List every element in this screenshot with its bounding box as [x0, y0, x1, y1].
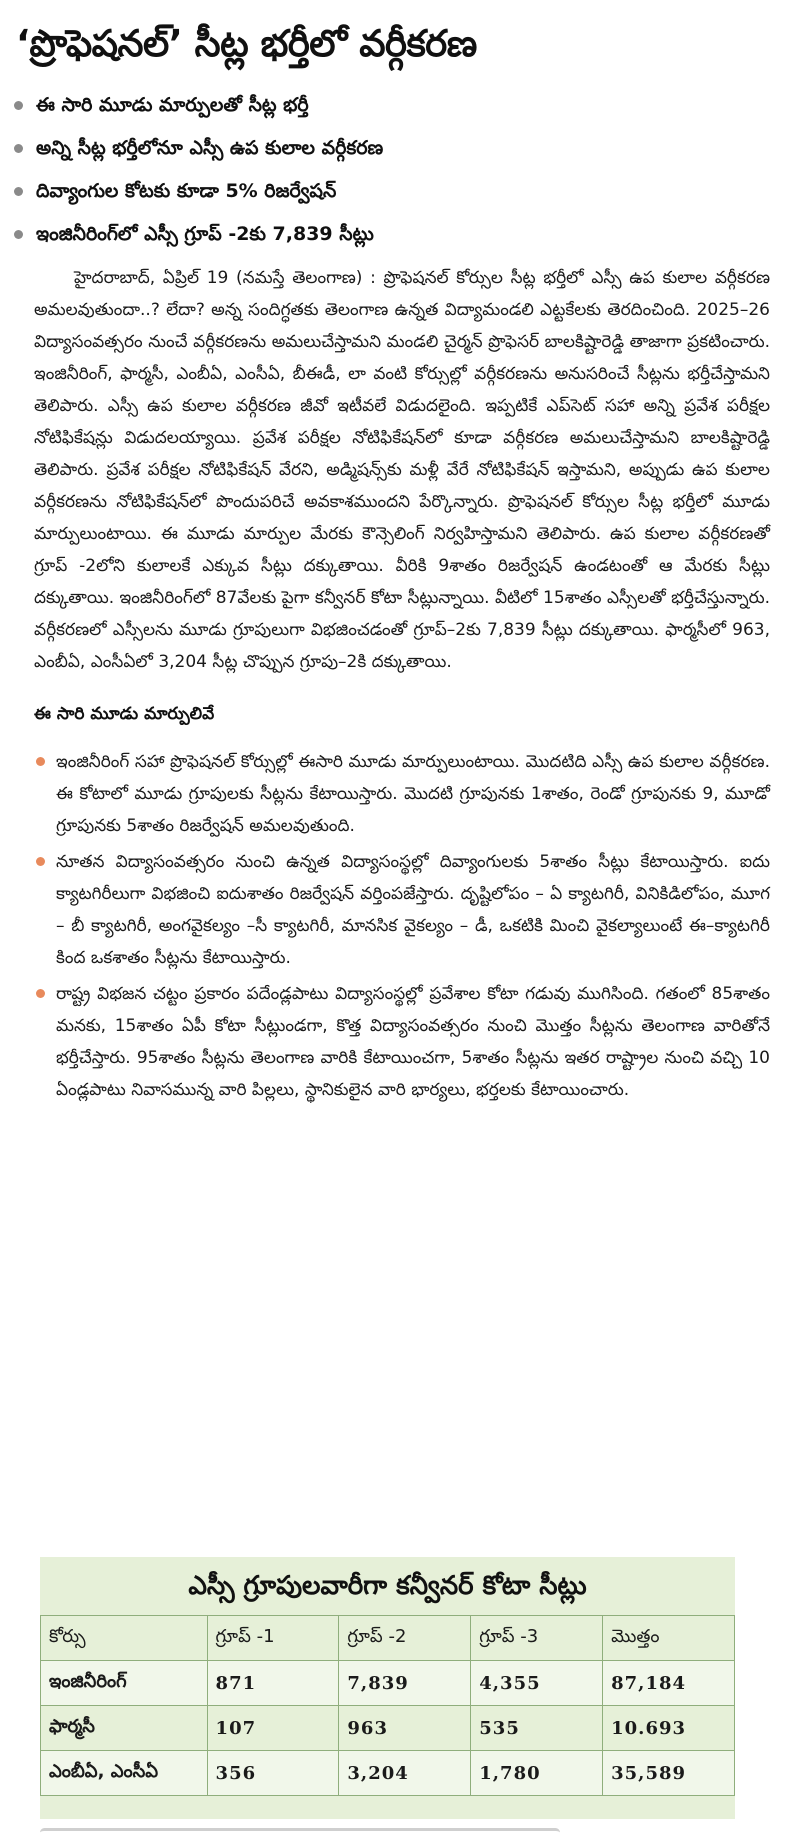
- header-group-3: గ్రూప్ -3: [471, 1616, 603, 1661]
- highlight-item: [36, 170, 784, 213]
- highlight-text: ఈ సారి మూడు మార్పులతో సీట్ల భర్తీ: [36, 94, 309, 116]
- change-text: నూతన విద్యాసంవత్సరం నుంచి ఉన్నత విద్యాసంస్థల్లో దివ్యాంగులకు 5శాతం సీట్లు కేటాయిస్తారు. ఐదు క్యాటగిరీలుగా విభజించి ఐదుశాతం రిజర్వేషన్ వర్తింపజేస్తారు. దృష్టిలోపం – ఏ క్యాటగిరీ, వినికిడిలోపం, మూగ – బీ క్యాటగిరీ, అంగవైకల్యం –సీ క్యాటగిరీ, మానసిక వైకల్యం – డీ, ఒకటికి మించి వైకల్యాలుంటే ఈ–క్యాటగిరీ కింద ఒకశాతం సీట్లను కేటాయిస్తారు.: [56, 852, 770, 968]
- cut-off-stroke: [40, 1828, 560, 1837]
- section-subhead: ఈ సారి మూడు మార్పులివే: [34, 704, 215, 724]
- cell-group-2: 963: [339, 1706, 471, 1751]
- highlights-list: [0, 84, 800, 256]
- change-item: [56, 746, 770, 842]
- bullet-icon: [36, 857, 45, 866]
- cell-course: ఫార్మసీ: [41, 1706, 208, 1751]
- table-row: [41, 1706, 735, 1751]
- table-header-row: [41, 1616, 735, 1661]
- header-group-2: గ్రూప్ -2: [339, 1616, 471, 1661]
- article-headline: ‘ప్రొఫెషనల్’ సీట్ల భర్తీలో వర్గీకరణ: [16, 22, 477, 65]
- cell-group-3: 1,780: [471, 1751, 603, 1796]
- article-body: హైదరాబాద్, ఏప్రిల్ 19 (నమస్తే తెలంగాణ) : ప్రొఫెషనల్ కోర్సుల సీట్ల భర్తీలో ఎస్సీ ఉప కులాల వర్గీకరణ అమలవుతుందా..? లేదా? అన్న సందిగ్ధతకు తెలంగాణ ఉన్నత విద్యామండలి ఎట్టకేలకు తెరదించింది. 2025–26 విద్యాసంవత్సరం నుంచే వర్గీకరణను అమలుచేస్తామని మండలి చైర్మన్ ప్రొఫెసర్ బాలకిష్టారెడ్డి తాజాగా ప్రకటించారు. ఇంజినీరింగ్, ఫార్మసీ, ఎంబీఏ, ఎంసీఏ, బీఈడీ, లా వంటి కోర్సుల్లో వర్గీకరణను అనుసరించే సీట్లను భర్తీచేస్తామని తెలిపారు. ఎస్సీ ఉప కులాల వర్గీకరణ జీవో ఇటీవలే విడుదలైంది. ఇప్పటికే ఎప్‌సెట్ సహా అన్ని ప్రవేశ పరీక్షల నోటిఫికేషన్లు విడుదలయ్యాయి. ప్రవేశ పరీక్షల నోటిఫికేషన్‌లో కూడా వర్గీకరణ అమలుచేస్తామని బాలకిష్టారెడ్డి తెలిపారు. ప్రవేశ పరీక్షల నోటిఫికేషన్ వేరని, అడ్మిషన్స్‌కు మళ్లీ వేరే నోటిఫికేషన్ ఇస్తామని, అప్పుడు ఉప కులాల వర్గీకరణను నోటిఫికేషన్‌లో పొందుపరిచే అవకాశముందని పేర్కొన్నారు. ప్రొఫెషనల్ కోర్సుల సీట్ల భర్తీలో మూడు మార్పులుంటాయి. ఈ మూడు మార్పుల మేరకు కౌన్సెలింగ్ నిర్వహిస్తామని తెలిపారు. ఉప కులాల వర్గీకరణతో గ్రూప్ -2లోని కులాలకే ఎక్కువ సీట్లు దక్కుతాయి. వీరికి 9శాతం రిజర్వేషన్ ఉండటంతో ఆ మేరకు సీట్లు దక్కుతాయి. ఇంజినీరింగ్‌లో 87వేలకు పైగా కన్వీనర్ కోటా సీట్లున్నాయి. వీటిలో 15శాతం ఎస్సీలతో భర్తీచేస్తున్నారు. వర్గీకరణలో ఎస్సీలను మూడు గ్రూపులుగా విభజించడంతో గ్రూప్–2కు 7,839 సీట్లు దక్కుతాయి. ఫార్మసీలో 963, ఎంబీఏ, ఎంసీఏలో 3,204 సీట్ల చొప్పున గ్రూపు–2కి దక్కుతాయి.: [34, 268, 770, 672]
- header-course: కోర్సు: [41, 1616, 208, 1661]
- change-text: రాష్ట్ర విభజన చట్టం ప్రకారం పదేండ్లపాటు విద్యాసంస్థల్లో ప్రవేశాల కోటా గడువు ముగిసింది. గతంలో 85శాతం మనకు, 15శాతం ఏపీ కోటా సీట్లుండగా, కొత్త విద్యాసంవత్సరం నుంచి మొత్తం సీట్లను తెలంగాణ వారితోనే భర్తీచేస్తారు. 95శాతం సీట్లను తెలంగాణ వారికి కేటాయించగా, 5శాతం సీట్లను ఇతర రాష్ట్రాల నుంచి వచ్చి 10 ఏండ్లపాటు నివాసమున్న వారి పిల్లలు, స్థానికులైన వారి భార్యలు, భర్తలకు కేటాయించారు.: [56, 984, 770, 1100]
- cell-group-2: 3,204: [339, 1751, 471, 1796]
- cell-total: 87,184: [603, 1661, 735, 1706]
- bullet-icon: [14, 187, 23, 196]
- bullet-icon: [14, 144, 23, 153]
- highlight-item: [36, 213, 784, 256]
- cell-group-3: 535: [471, 1706, 603, 1751]
- cell-course: ఇంజినీరింగ్: [41, 1661, 208, 1706]
- highlight-text: దివ్యాంగుల కోటకు కూడా 5% రిజర్వేషన్: [36, 180, 337, 202]
- seats-table-box: [40, 1557, 735, 1819]
- table-title: ఎస్సీ గ్రూపులవారీగా కన్వీనర్ కోటా సీట్లు: [188, 1571, 587, 1601]
- header-group-1: గ్రూప్ -1: [207, 1616, 339, 1661]
- header-total: మొత్తం: [603, 1616, 735, 1661]
- highlight-text: అన్ని సీట్ల భర్తీలోనూ ఎస్సీ ఉప కులాల వర్గీకరణ: [36, 137, 384, 159]
- cell-course: ఎంబీఏ, ఎంసీఏ: [41, 1751, 208, 1796]
- change-item: [56, 978, 770, 1106]
- bullet-icon: [14, 101, 23, 110]
- seats-table: [40, 1615, 735, 1796]
- cell-group-1: 871: [207, 1661, 339, 1706]
- bullet-icon: [36, 989, 45, 998]
- cut-off-text-fragment: [40, 1826, 560, 1837]
- highlight-item: [36, 84, 784, 127]
- cell-group-1: 107: [207, 1706, 339, 1751]
- change-text: ఇంజినీరింగ్ సహా ప్రొఫెషనల్ కోర్సుల్లో ఈసారి మూడు మార్పులుంటాయి. మొదటిది ఎస్సీ ఉప కులాల వర్గీకరణ. ఈ కోటాలో మూడు గ్రూపులకు సీట్లను కేటాయిస్తారు. మొదటి గ్రూపునకు 1శాతం, రెండో గ్రూపునకు 9, మూడో గ్రూపునకు 5శాతం రిజర్వేషన్ అమలవుతుంది.: [56, 752, 770, 836]
- bullet-icon: [14, 230, 23, 239]
- table-row: [41, 1751, 735, 1796]
- cell-group-1: 356: [207, 1751, 339, 1796]
- cell-total: 35,589: [603, 1751, 735, 1796]
- change-item: [56, 846, 770, 974]
- changes-list: [0, 746, 800, 1106]
- cell-group-3: 4,355: [471, 1661, 603, 1706]
- highlight-item: [36, 127, 784, 170]
- cell-group-2: 7,839: [339, 1661, 471, 1706]
- table-row: [41, 1661, 735, 1706]
- cell-total: 10.693: [603, 1706, 735, 1751]
- highlight-text: ఇంజినీరింగ్‌లో ఎస్సీ గ్రూప్ -2కు 7,839 సీట్లు: [36, 223, 374, 245]
- bullet-icon: [36, 757, 45, 766]
